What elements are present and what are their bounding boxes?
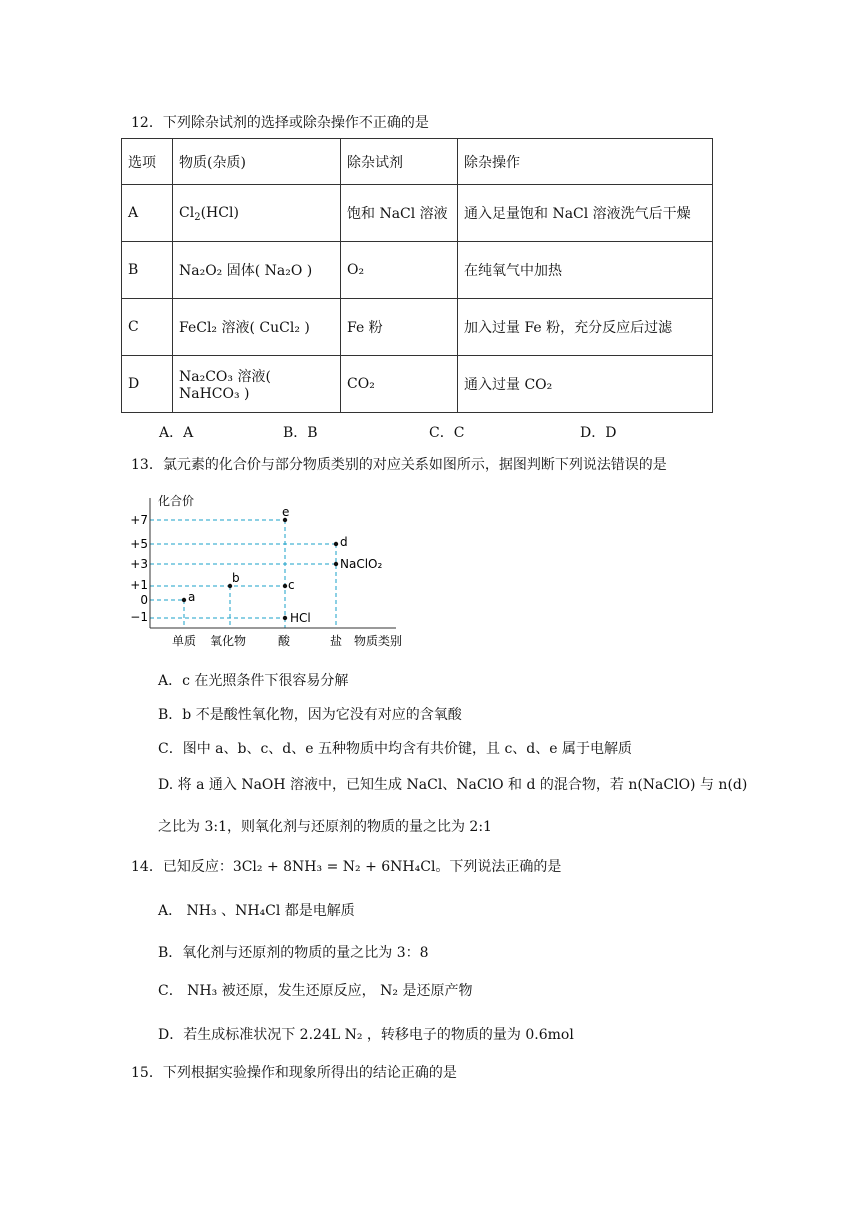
row-option: B — [122, 242, 173, 299]
q14-stem: 14．已知反应：3Cl₂ + 8NH₃ = N₂ + 6NH₄Cl。下列说法正确的是 — [131, 859, 562, 875]
x-tick: 单质 — [172, 634, 197, 648]
header-operation: 除杂操作 — [458, 139, 713, 185]
label-b: b — [232, 571, 240, 585]
label-d: d — [340, 535, 348, 549]
row-reagent: Fe 粉 — [341, 299, 458, 356]
label-hcl: HCl — [290, 611, 311, 625]
q13-option-b[interactable]: B．b 不是酸性氧化物，因为它没有对应的含氧酸 — [158, 707, 462, 723]
label-c: c — [288, 578, 295, 592]
x-tick: 酸 — [278, 634, 291, 648]
q14-option-b[interactable]: B．氧化剂与还原剂的物质的量之比为 3：8 — [158, 945, 429, 961]
x-axis-label: 物质类别 — [354, 634, 403, 648]
q14-option-d[interactable]: D．若生成标准状况下 2.24L N₂ ，转移电子的物质的量为 0.6mol — [158, 1027, 574, 1043]
header-reagent: 除杂试剂 — [341, 139, 458, 185]
point-a — [182, 598, 186, 602]
row-substance: FeCl₂ 溶液( CuCl₂ ) — [173, 299, 341, 356]
q12-choice-d[interactable]: D．D — [580, 425, 617, 441]
row-option: D — [122, 356, 173, 413]
row-substance: Na₂CO₃ 溶液( NaHCO₃ ) — [173, 356, 341, 413]
table-row — [122, 242, 713, 299]
label-e: e — [282, 505, 290, 519]
q13-option-c[interactable]: C．图中 a、b、c、d、e 五种物质中均含有共价键，且 c、d、e 属于电解质 — [158, 741, 632, 757]
point-c — [283, 584, 287, 588]
row-substance: Na₂O₂ 固体( Na₂O ) — [173, 242, 341, 299]
header-option: 选项 — [122, 139, 173, 185]
table-header-row — [122, 139, 713, 185]
q14-option-c[interactable]: C． NH₃ 被还原，发生还原反应， N₂ 是还原产物 — [158, 983, 473, 999]
y-tick: +3 — [130, 557, 148, 571]
label-naclo2: NaClO₂ — [340, 557, 383, 571]
row-operation: 通入过量 CO₂ — [458, 356, 713, 413]
row-substance: $Cl_2(HCl)$ — [173, 185, 341, 242]
x-tick: 盐 — [330, 634, 343, 648]
point-hcl — [283, 616, 287, 620]
row-reagent: O₂ — [341, 242, 458, 299]
y-tick: +5 — [130, 537, 148, 551]
q14-option-a[interactable]: A． NH₃ 、NH₄Cl 都是电解质 — [158, 903, 355, 919]
q13-option-d[interactable]: D. 将 a 通入 NaOH 溶液中，已知生成 NaCl、NaClO 和 d 的混合物，若 n(NaClO) 与 n(d) — [158, 777, 748, 793]
row-option: C — [122, 299, 173, 356]
label-a: a — [188, 590, 196, 604]
point-naclo2 — [334, 562, 338, 566]
row-reagent: CO₂ — [341, 356, 458, 413]
q12-choice-a[interactable]: A．A — [159, 425, 194, 441]
x-tick: 氧化物 — [210, 634, 247, 648]
q13-stem: 13．氯元素的化合价与部分物质类别的对应关系如图所示，据图判断下列说法错误的是 — [131, 457, 667, 473]
row-operation: 加入过量 Fe 粉，充分反应后过滤 — [458, 299, 713, 356]
q13-option-a[interactable]: A．c 在光照条件下很容易分解 — [158, 673, 349, 689]
q13-option-d-cont: 之比为 3:1，则氧化剂与还原剂的物质的量之比为 2:1 — [158, 819, 492, 835]
row-option: A — [122, 185, 173, 242]
header-substance: 物质(杂质) — [173, 139, 341, 185]
y-axis-label: 化合价 — [158, 494, 195, 508]
q12-choice-b[interactable]: B．B — [283, 425, 318, 441]
y-tick: +1 — [130, 578, 148, 592]
table-row — [122, 356, 713, 413]
table-row — [122, 185, 713, 242]
table-row — [122, 299, 713, 356]
row-operation: 在纯氧气中加热 — [458, 242, 713, 299]
row-operation: 通入足量饱和 NaCl 溶液洗气后干燥 — [458, 185, 713, 242]
valence-diagram — [128, 488, 418, 650]
q12-stem: 12．下列除杂试剂的选择或除杂操作不正确的是 — [131, 115, 429, 131]
row-reagent: 饱和 NaCl 溶液 — [341, 185, 458, 242]
y-tick: 0 — [140, 593, 148, 607]
y-tick: −1 — [130, 610, 148, 624]
q15-stem: 15．下列根据实验操作和现象所得出的结论正确的是 — [131, 1065, 457, 1081]
point-d — [334, 542, 338, 546]
q12-table — [121, 138, 713, 413]
q12-choice-c[interactable]: C．C — [429, 425, 465, 441]
y-tick: +7 — [130, 513, 148, 527]
